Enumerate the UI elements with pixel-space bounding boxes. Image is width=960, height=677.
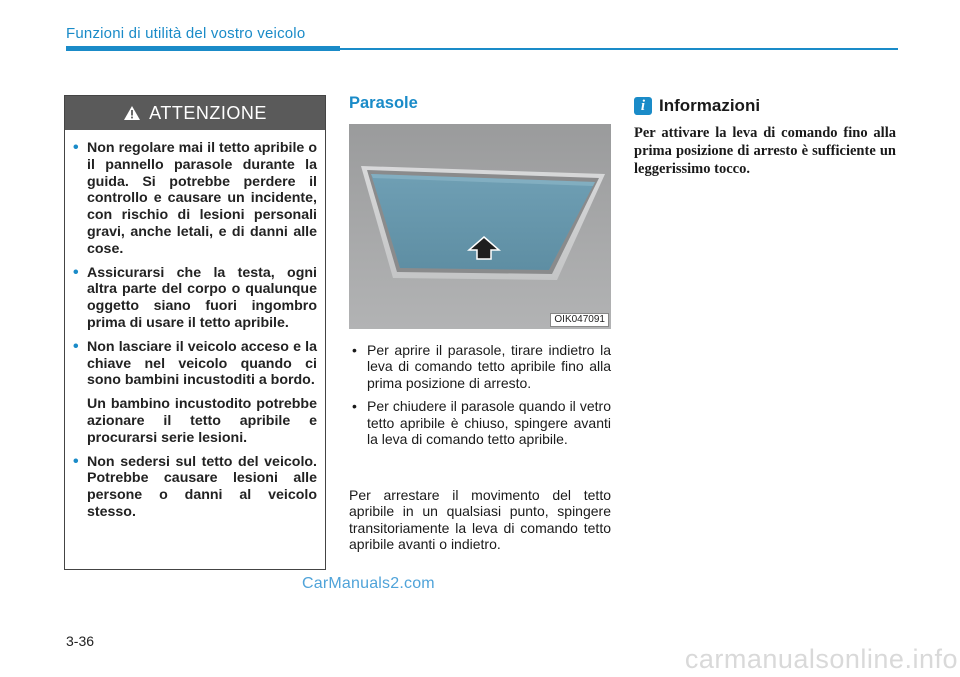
warning-triangle-icon (123, 105, 141, 121)
warning-item: • Assicurarsi che la testa, ogni altra parte del corpo o qualunque oggetto siano fuori ingombro prima di usare il tetto apribile. (73, 265, 317, 332)
info-header (634, 96, 760, 116)
warning-item: • Non lasciare il veicolo acceso e la chiave nel veicolo quando ci sono bambini incustoditi a bordo. (73, 339, 317, 389)
header-rule-thick (66, 46, 340, 51)
warning-item: • Non sedersi sul tetto del veicolo. Potrebbe causare lesioni alle persone o danni al veicolo stesso. (73, 454, 317, 521)
instruction-item: • Per aprire il parasole, tirare indietro la leva di comando tetto apribile fino alla prima posizione di arresto. (349, 342, 611, 391)
section-title: Parasole (349, 94, 418, 112)
sunroof-illustration (349, 124, 611, 329)
header-rule-thin (340, 48, 898, 50)
warning-item-continuation: Un bambino incustodito potrebbe azionare il tetto apribile e procurarsi serie lesioni. (87, 396, 317, 446)
page-number: 3-36 (66, 633, 95, 649)
info-icon: i (634, 97, 652, 115)
page-header-title: Funzioni di utilità del vostro veicolo (66, 25, 306, 42)
warning-title: ATTENZIONE (149, 102, 267, 123)
info-title: Informazioni (659, 96, 761, 115)
stop-paragraph: Per arrestare il movimento del tetto apribile in un qualsiasi punto, spingere transitoriamente la leva di comando tetto apribile avanti o indietro. (349, 487, 611, 553)
warning-box (64, 95, 326, 570)
warning-list (65, 130, 325, 521)
watermark-link[interactable]: CarManuals2.com (302, 575, 435, 592)
corner-watermark: carmanualsonline.info (684, 644, 958, 674)
warning-header (65, 96, 325, 130)
sunshade-photo (349, 124, 611, 329)
warning-item: • Non regolare mai il tetto apribile o il pannello parasole durante la guida. Si potrebbe perdere il controllo e causare un incidente, con rischio di lesioni personali gravi, anche letali, e di danni alle cose. (73, 140, 317, 258)
instruction-item: • Per chiudere il parasole quando il vetro tetto apribile è chiuso, spingere avanti la leva di comando tetto apribile. (349, 398, 611, 447)
image-code: OIK047091 (550, 313, 609, 327)
info-text: Per attivare la leva di comando fino alla prima posizione di arresto è sufficiente un leggerissimo tocco. (634, 125, 896, 177)
instruction-list (349, 342, 611, 454)
